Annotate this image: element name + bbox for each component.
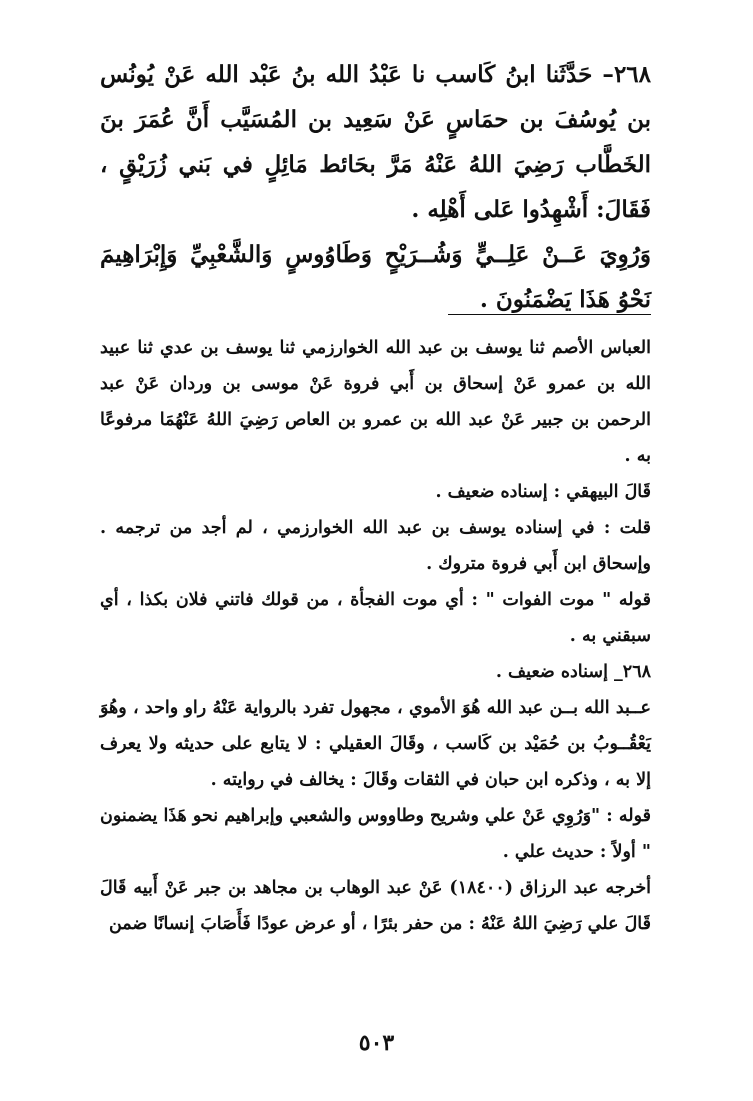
- footnote-paragraph: العباس الأصم ثنا يوسف بن عبد الله الخوارزمي ثنا يوسف بن عدي ثنا عبيد الله بن عمرو عَنْ إسحاق بن أَبي فروة عَنْ موسى بن وردان عَنْ عبد الرحمن بن جبير عَنْ عبد الله بن عمرو بن العاص رَضِيَ اللهُ عَنْهُمَا مرفوعًا به .: [100, 338, 651, 466]
- page-number: ٥٠٣: [358, 1030, 395, 1056]
- narration-paragraph: وَرُوِيَ عَــنْ عَلِــيٍّ وَشُــرَيْحٍ وَطَاوُوسٍ وَالشَّعْبِيِّ وَإِبْرَاهِيمَ نَحْوُ هَذَا يَضْمَنُونَ .: [100, 241, 651, 313]
- footnote-paragraph: أخرجه عبد الرزاق (١٨٤٠٠) عَنْ عبد الوهاب بن مجاهد بن جبر عَنْ أَبيه قَالَ قَالَ علي رَضِيَ اللهُ عَنْهُ : من حفر بئرًا ، أو عرض عودًا فَأَصَابَ إنسانًا ضمن: [100, 878, 651, 934]
- footnote-separator: [448, 314, 651, 315]
- footnotes: [100, 330, 651, 942]
- footnote-paragraph: ٢٦٨_ إسناده ضعيف .: [495, 662, 651, 682]
- footnote-paragraph: قوله : "وَرُوِي عَنْ علي وشريح وطاووس والشعبي وإبراهيم نحو هَذَا يضمنون " أولاً : حديث علي .: [100, 806, 651, 862]
- footnote-paragraph: قوله " موت الفوات " : أي موت الفجأة ، من قولك فاتني فلان بكذا ، أي سبقني به .: [100, 590, 651, 646]
- footnote-paragraph: عــبد الله بــن عبد الله هُوَ الأموي ، مجهول تفرد بالرواية عَنْهُ راو واحد ، وهُوَ يَعْقُــوبُ بن حُمَيْد بن كَاسب ، وقَالَ العقيلي : لا يتابع على حديثه ولا يعرف إلا به ، وذكره ابن حبان في الثقات وقَالَ : يخالف في روايته .: [100, 698, 651, 790]
- footnote-paragraph: قلت : في إسناده يوسف بن عبد الله الخوارزمي ، لم أجد من ترجمه . وإسحاق ابن أَبي فروة متروك .: [100, 518, 651, 574]
- main-text: [100, 52, 651, 322]
- hadith-268-paragraph: ٢٦٨– حَدَّثَنا ابنُ كَاسب نا عَبْدُ الله بنُ عَبْد الله عَنْ يُونُس بن يُوسُفَ بن حمَاسٍ عَنْ سَعِيد بن المُسَيَّب أَنَّ عُمَرَ بنَ الخَطَّاب رَضِيَ اللهُ عَنْهُ مَرَّ بحَائط مَائِلٍ في بَني زُرَيْقٍ ، فَقَالَ: أَشْهِدُوا عَلى أَهْلِه .: [100, 61, 652, 223]
- footnote-paragraph: قَالَ البيهقي : إسناده ضعيف .: [435, 482, 651, 502]
